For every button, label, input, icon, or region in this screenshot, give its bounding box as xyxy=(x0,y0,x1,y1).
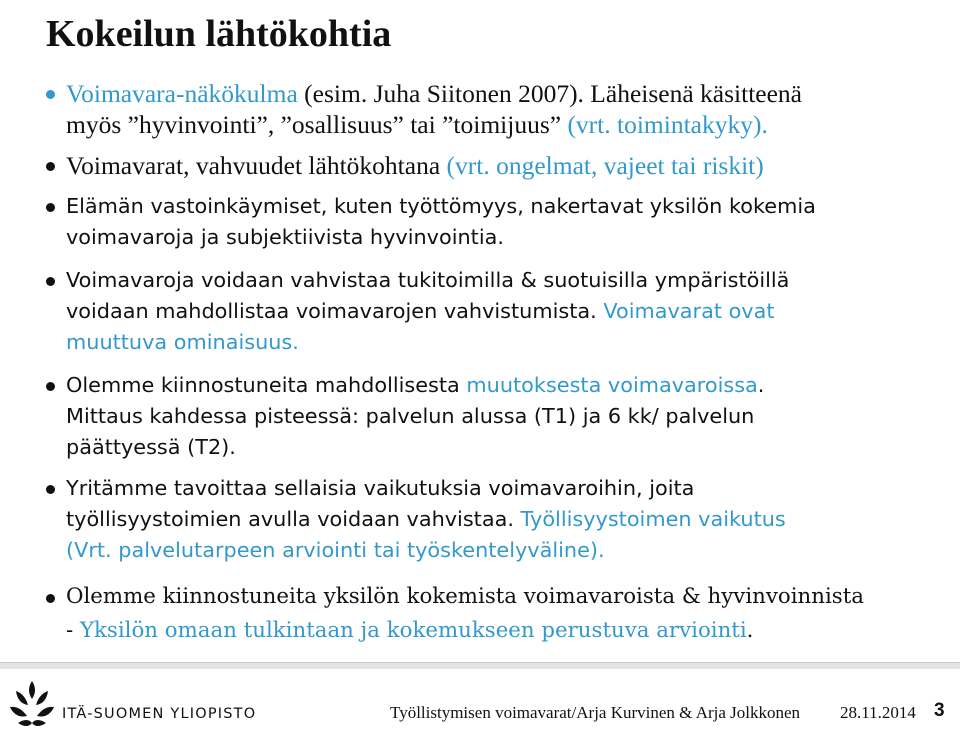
bullet-4-line3: muuttuva ominaisuus. xyxy=(66,330,299,354)
bullet-dot xyxy=(46,485,55,494)
bullet-5-period: . xyxy=(757,373,765,397)
bullet-item-6 xyxy=(18,473,948,566)
bullet-1-highlight: Voimavara-näkökulma xyxy=(66,79,298,108)
bullet-7-line1: Olemme kiinnostuneita yksilön kokemista voimavaroista & hyvinvoinnista xyxy=(66,584,864,609)
bullet-6-line3: (Vrt. palvelutarpeen arviointi tai työskentelyväline). xyxy=(66,538,605,562)
bullet-item-1 xyxy=(18,78,948,140)
bullet-dot xyxy=(46,162,55,171)
footer-divider xyxy=(0,662,960,669)
bullet-4-line2-highlight: Voimavarat ovat xyxy=(603,299,775,323)
footer-date: 28.11.2014 xyxy=(840,703,916,722)
bullet-7-period: . xyxy=(746,618,754,643)
bullet-item-4 xyxy=(18,265,948,358)
university-name: ITÄ-SUOMEN YLIOPISTO xyxy=(62,706,257,722)
bullet-item-2 xyxy=(18,150,948,181)
bullet-2-text: Voimavarat, vahvuudet lähtökohtana xyxy=(66,151,441,180)
footer-presentation-title: Työllistymisen voimavarat/Arja Kurvinen & Arja Jolkkonen xyxy=(390,703,801,722)
bullet-7-dash: - xyxy=(66,618,80,643)
bullet-dot xyxy=(46,90,55,99)
bullet-list xyxy=(18,78,948,648)
bullet-7-highlight: Yksilön omaan tulkintaan ja kokemukseen perustuva arviointi xyxy=(79,618,747,643)
bullet-6-line2-highlight: Työllisyystoimen vaikutus xyxy=(520,507,786,531)
bullet-item-7 xyxy=(18,580,948,648)
bullet-dot xyxy=(46,594,55,603)
bullet-dot xyxy=(46,277,55,286)
bullet-item-3 xyxy=(18,191,948,253)
bullet-2-highlight: (vrt. ongelmat, vajeet tai riskit) xyxy=(440,151,764,180)
bullet-dot xyxy=(46,382,55,391)
bullet-1-line2: myös ”hyvinvointi”, ”osallisuus” tai ”toimijuus” xyxy=(66,110,562,139)
bullet-4-line2: voidaan mahdollistaa voimavarojen vahvistumista. xyxy=(66,299,604,323)
page-number: 3 xyxy=(934,700,945,721)
bullet-3-line1: Elämän vastoinkäymiset, kuten työttömyys, nakertavat yksilön kokemia xyxy=(66,194,816,218)
bullet-5-line1: Olemme kiinnostuneita mahdollisesta xyxy=(66,373,467,397)
university-logo-icon xyxy=(6,679,58,729)
bullet-6-line1: Yritämme tavoittaa sellaisia vaikutuksia voimavaroihin, joita xyxy=(66,476,695,500)
bullet-5-highlight: muutoksesta voimavaroissa xyxy=(466,373,758,397)
bullet-4-line1: Voimavaroja voidaan vahvistaa tukitoimilla & suotuisilla ympäristöillä xyxy=(66,268,790,292)
bullet-3-line2: voimavaroja ja subjektiivista hyvinvointia. xyxy=(66,225,504,249)
bullet-6-line2: työllisyystoimien avulla voidaan vahvistaa. xyxy=(66,507,521,531)
bullet-1-text: (esim. Juha Siitonen 2007). Läheisenä käsitteenä xyxy=(297,79,802,108)
bullet-dot xyxy=(46,203,55,212)
bullet-item-5 xyxy=(18,370,948,463)
bullet-5-line3: päättyessä (T2). xyxy=(66,435,236,459)
slide-title: Kokeilun lähtökohtia xyxy=(46,13,392,55)
bullet-5-line2: Mittaus kahdessa pisteessä: palvelun alussa (T1) ja 6 kk/ palvelun xyxy=(66,404,755,428)
bullet-1-line2-highlight: (vrt. toimintakyky). xyxy=(561,110,768,139)
